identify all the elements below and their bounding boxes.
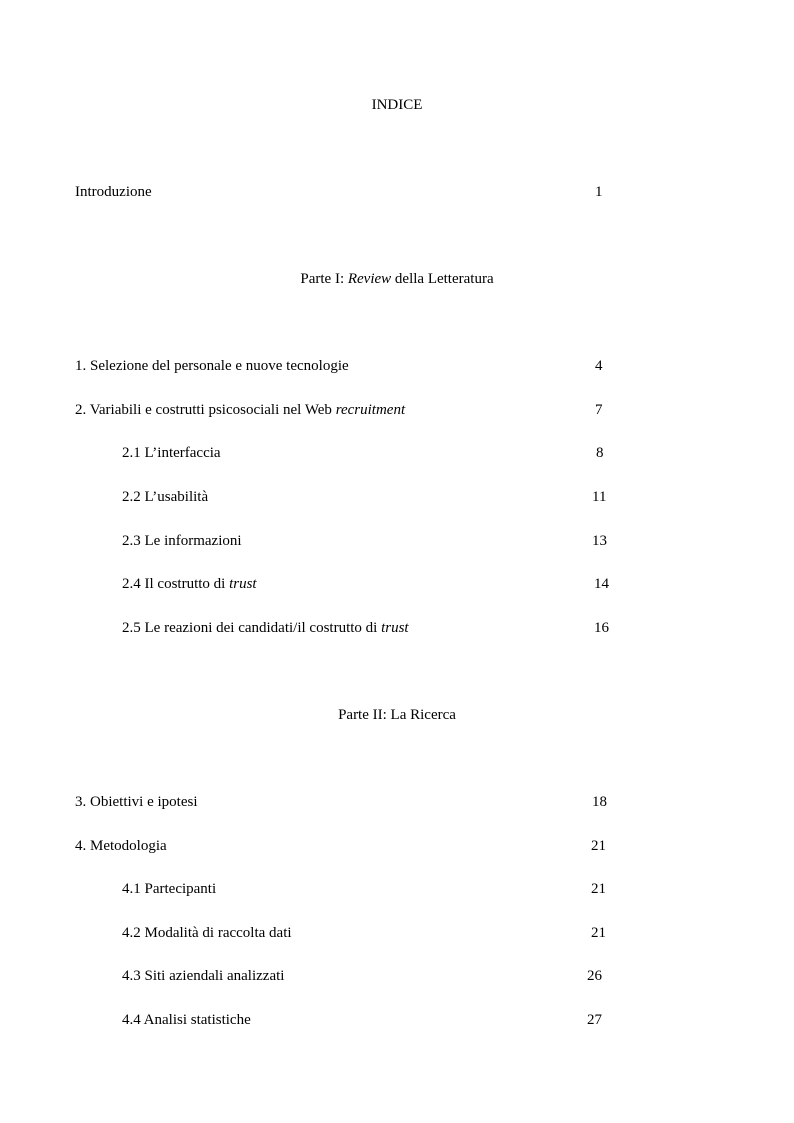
toc-page-number: 8 [596, 445, 604, 461]
toc-entry-4: 4. Metodologia [75, 838, 167, 854]
part-1-heading-prefix: Parte I: [300, 271, 348, 287]
toc-entry-2-4-text: 2.4 Il costrutto di [122, 576, 230, 592]
toc-entry-2-5-text: 2.5 Le reazioni dei candidati/il costrutto di [122, 620, 382, 636]
toc-page-number: 11 [592, 489, 607, 505]
toc-page-number: 18 [592, 794, 607, 810]
part-1-heading [0, 270, 794, 288]
toc-page-number: 16 [594, 620, 609, 636]
toc-entry-1: 1. Selezione del personale e nuove tecnologie [75, 358, 349, 374]
toc-entry-3: 3. Obiettivi e ipotesi [75, 794, 198, 810]
toc-entry-2-5-italic: trust [381, 620, 409, 636]
toc-entry-2-text: 2. Variabili e costrutti psicosociali nel Web [75, 402, 336, 418]
toc-entry-2-3: 2.3 Le informazioni [122, 533, 242, 549]
toc-entry-2-4-italic: trust [229, 576, 257, 592]
toc-page-number: 1 [595, 184, 603, 200]
part-1-heading-suffix: della Letteratura [391, 271, 494, 287]
toc-entry-2-4 [122, 575, 257, 593]
toc-title: INDICE [371, 97, 423, 113]
toc-entry-2-italic: recruitment [335, 402, 406, 418]
toc-entry-4-3: 4.3 Siti aziendali analizzati [122, 968, 285, 984]
part-2-heading: Parte II: La Ricerca [338, 707, 456, 723]
toc-page-number: 14 [594, 576, 609, 592]
toc-entry-2-1: 2.1 L’interfaccia [122, 445, 221, 461]
toc-page-number: 21 [591, 925, 606, 941]
toc-entry-2-2: 2.2 L’usabilità [122, 489, 209, 505]
toc-page-number: 13 [592, 533, 607, 549]
toc-entry-2-5 [122, 619, 409, 637]
toc-entry-2 [75, 401, 405, 419]
toc-page-number: 26 [587, 968, 602, 984]
toc-entry-4-1: 4.1 Partecipanti [122, 881, 217, 897]
toc-page-number: 21 [591, 881, 606, 897]
toc-entry-introduzione: Introduzione [75, 184, 152, 200]
toc-page-number: 7 [595, 402, 603, 418]
toc-page-number: 27 [587, 1012, 602, 1028]
toc-entry-4-4: 4.4 Analisi statistiche [122, 1012, 251, 1028]
toc-entry-4-2: 4.2 Modalità di raccolta dati [122, 925, 292, 941]
toc-page-number: 21 [591, 838, 606, 854]
toc-page-number: 4 [595, 358, 603, 374]
part-1-heading-italic: Review [347, 271, 392, 287]
